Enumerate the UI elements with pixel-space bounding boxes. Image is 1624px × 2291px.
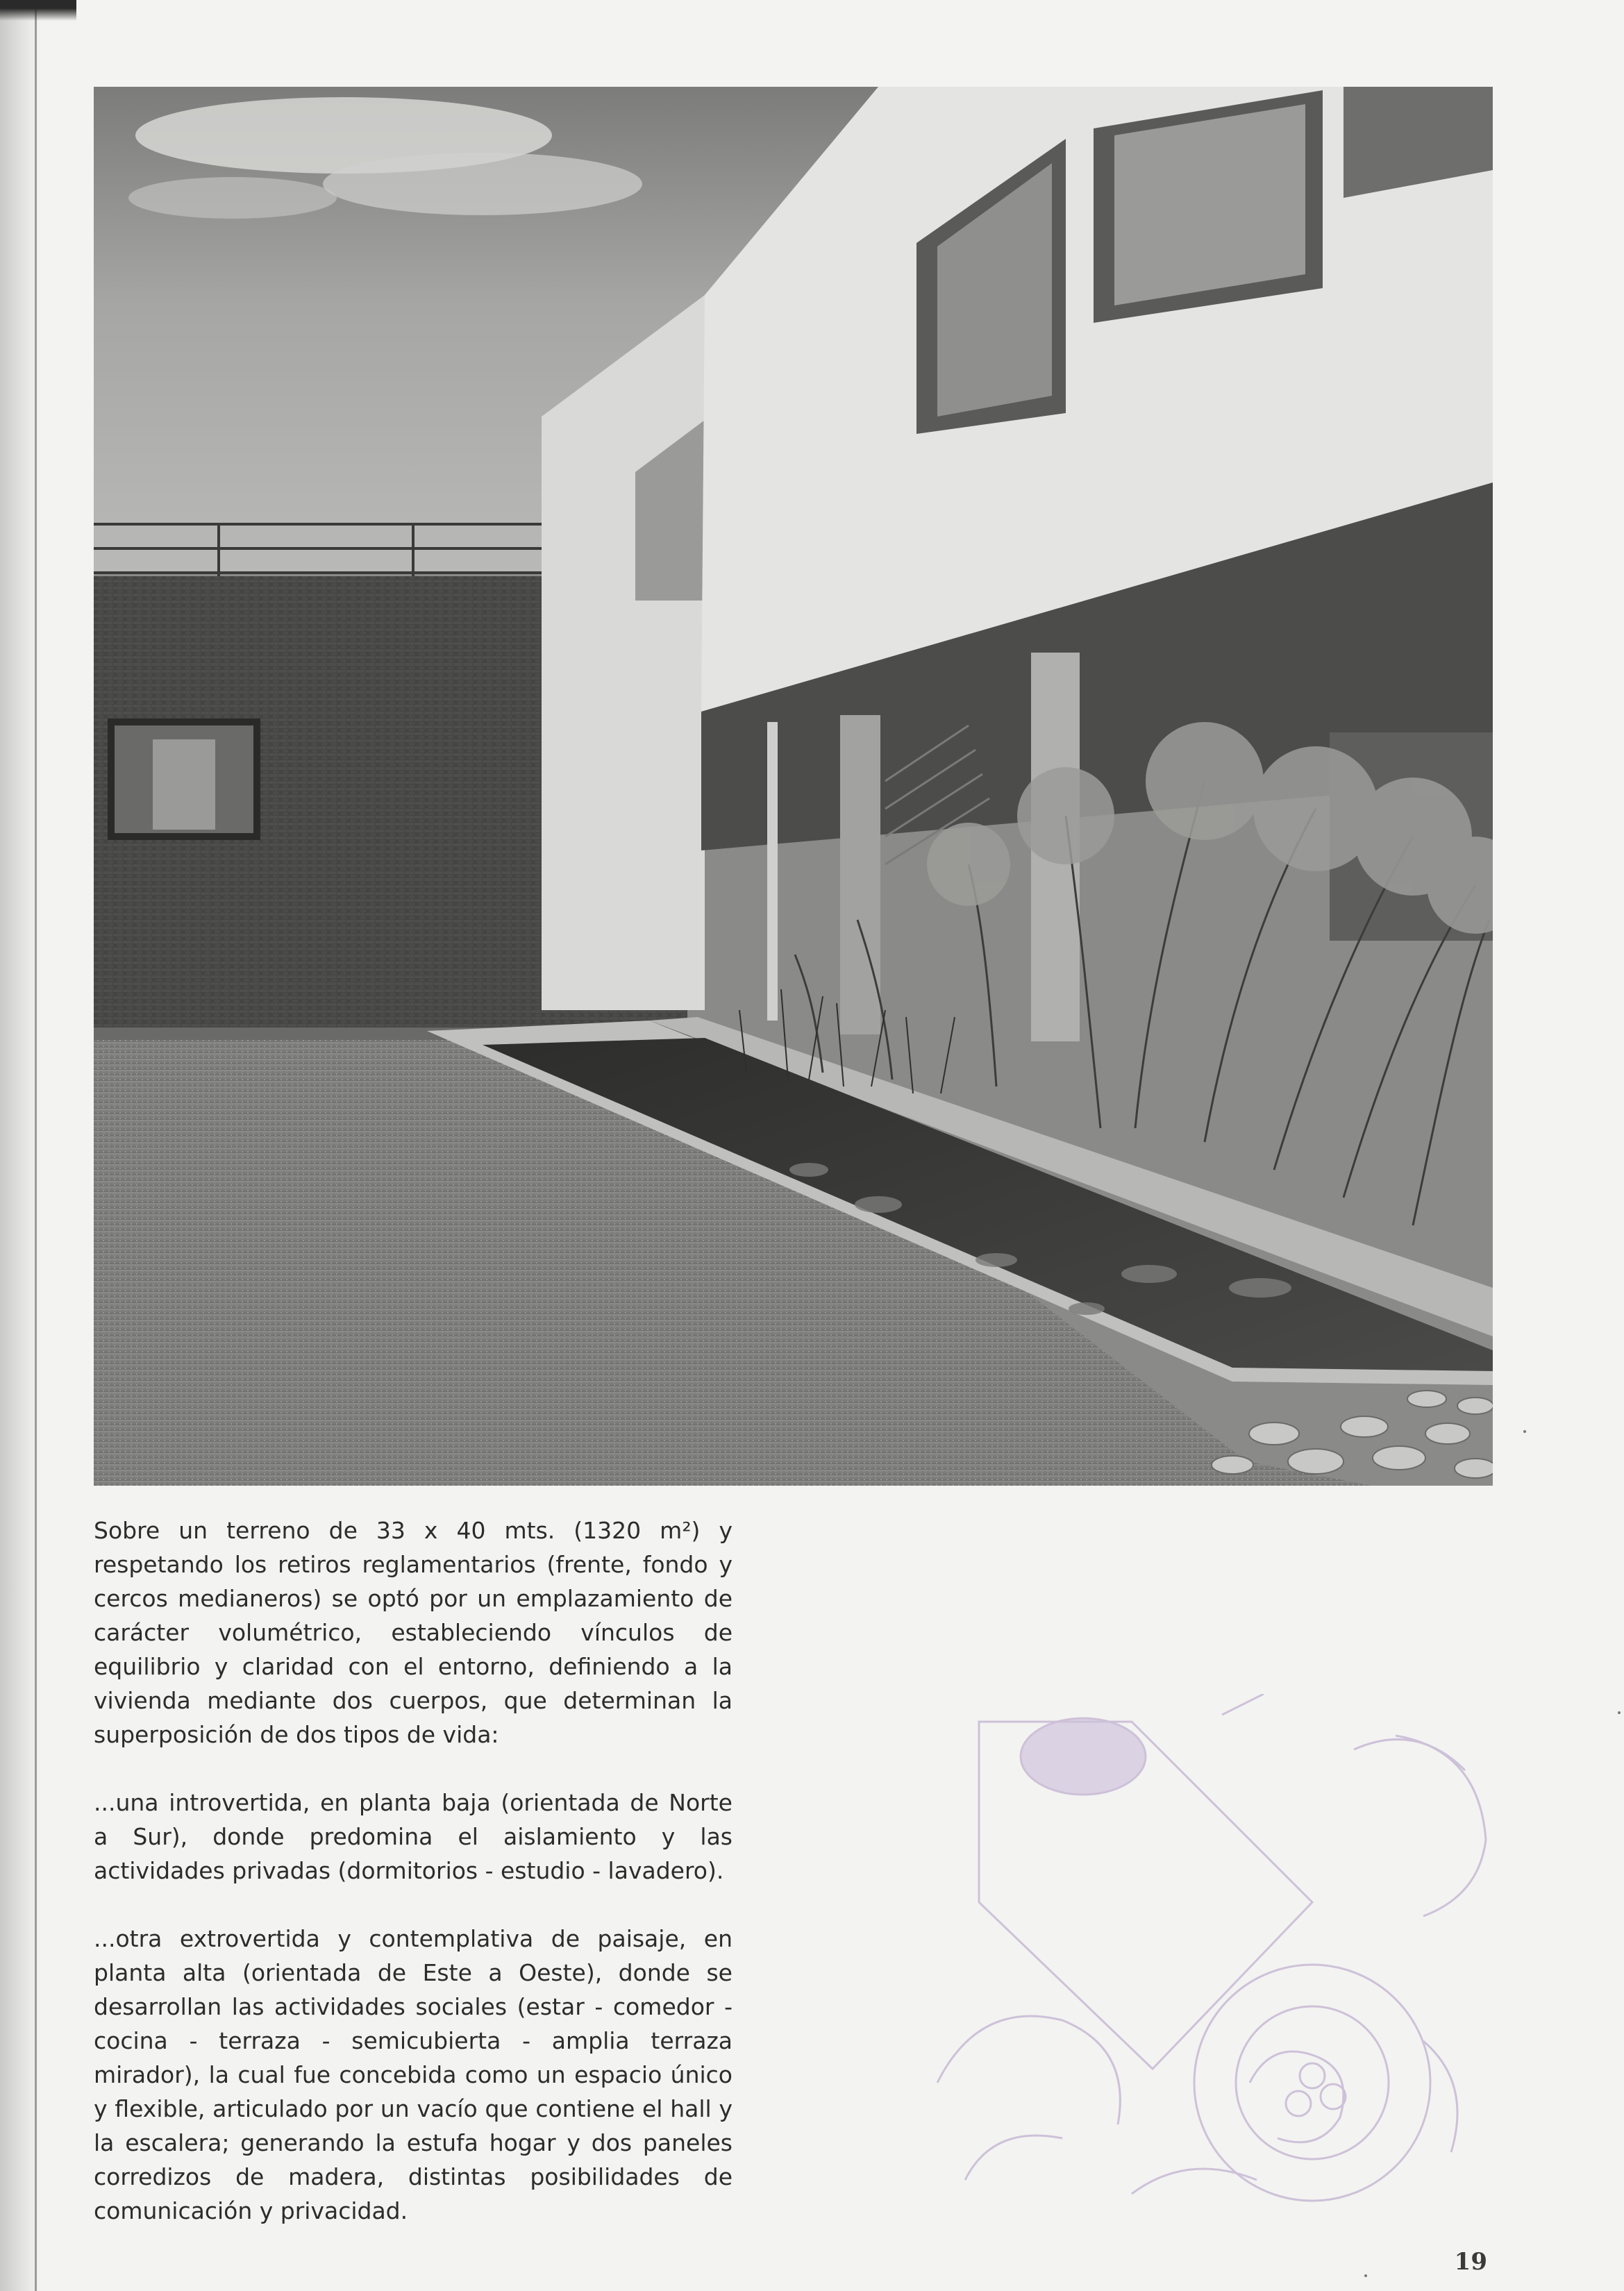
paragraph-upper-floor: ...otra extrovertida y contemplativa de paisaje, en planta alta (orientada de Este a Oeste), donde se desarrollan las actividades sociales (estar - comedor - cocina - terraza - semicubierta - amplia terraza mirador), la cual fue concebida como un espacio único y flexible, articulado por un vacío que contiene el hall y la escalera; generando la estufa hogar y dos paneles corredizos de madera, distintas posibilidades de comunicación y privacidad. (94, 1925, 733, 2224)
sketch-illustration (923, 1694, 1493, 2249)
paragraph-intro: Sobre un terreno de 33 x 40 mts. (1320 m²) y respetando los retiros reglamentarios (frente, fondo y cercos medianeros) se optó por un emplazamiento de carácter volumétrico, estableciendo vínculos de equilibrio y claridad con el entorno, definiendo a la vivienda mediante dos cuerpos, que determinan la superposición de dos tipos de vida: (94, 1517, 733, 1748)
paragraph-ground-floor: ...una introvertida, en planta baja (orientada de Norte a Sur), donde predomina el aislamiento y las actividades privadas (dormitorios - estudio - lavadero). (94, 1789, 733, 1884)
article-text (94, 1513, 733, 2262)
scan-corner-shadow (0, 0, 76, 21)
page-number: 19 (1454, 2248, 1487, 2276)
scan-speck (1523, 1430, 1526, 1433)
scan-speck (1618, 1711, 1621, 1714)
page-binding-edge (0, 0, 40, 2291)
architecture-photo (94, 87, 1493, 1486)
scan-speck (1364, 2274, 1367, 2277)
